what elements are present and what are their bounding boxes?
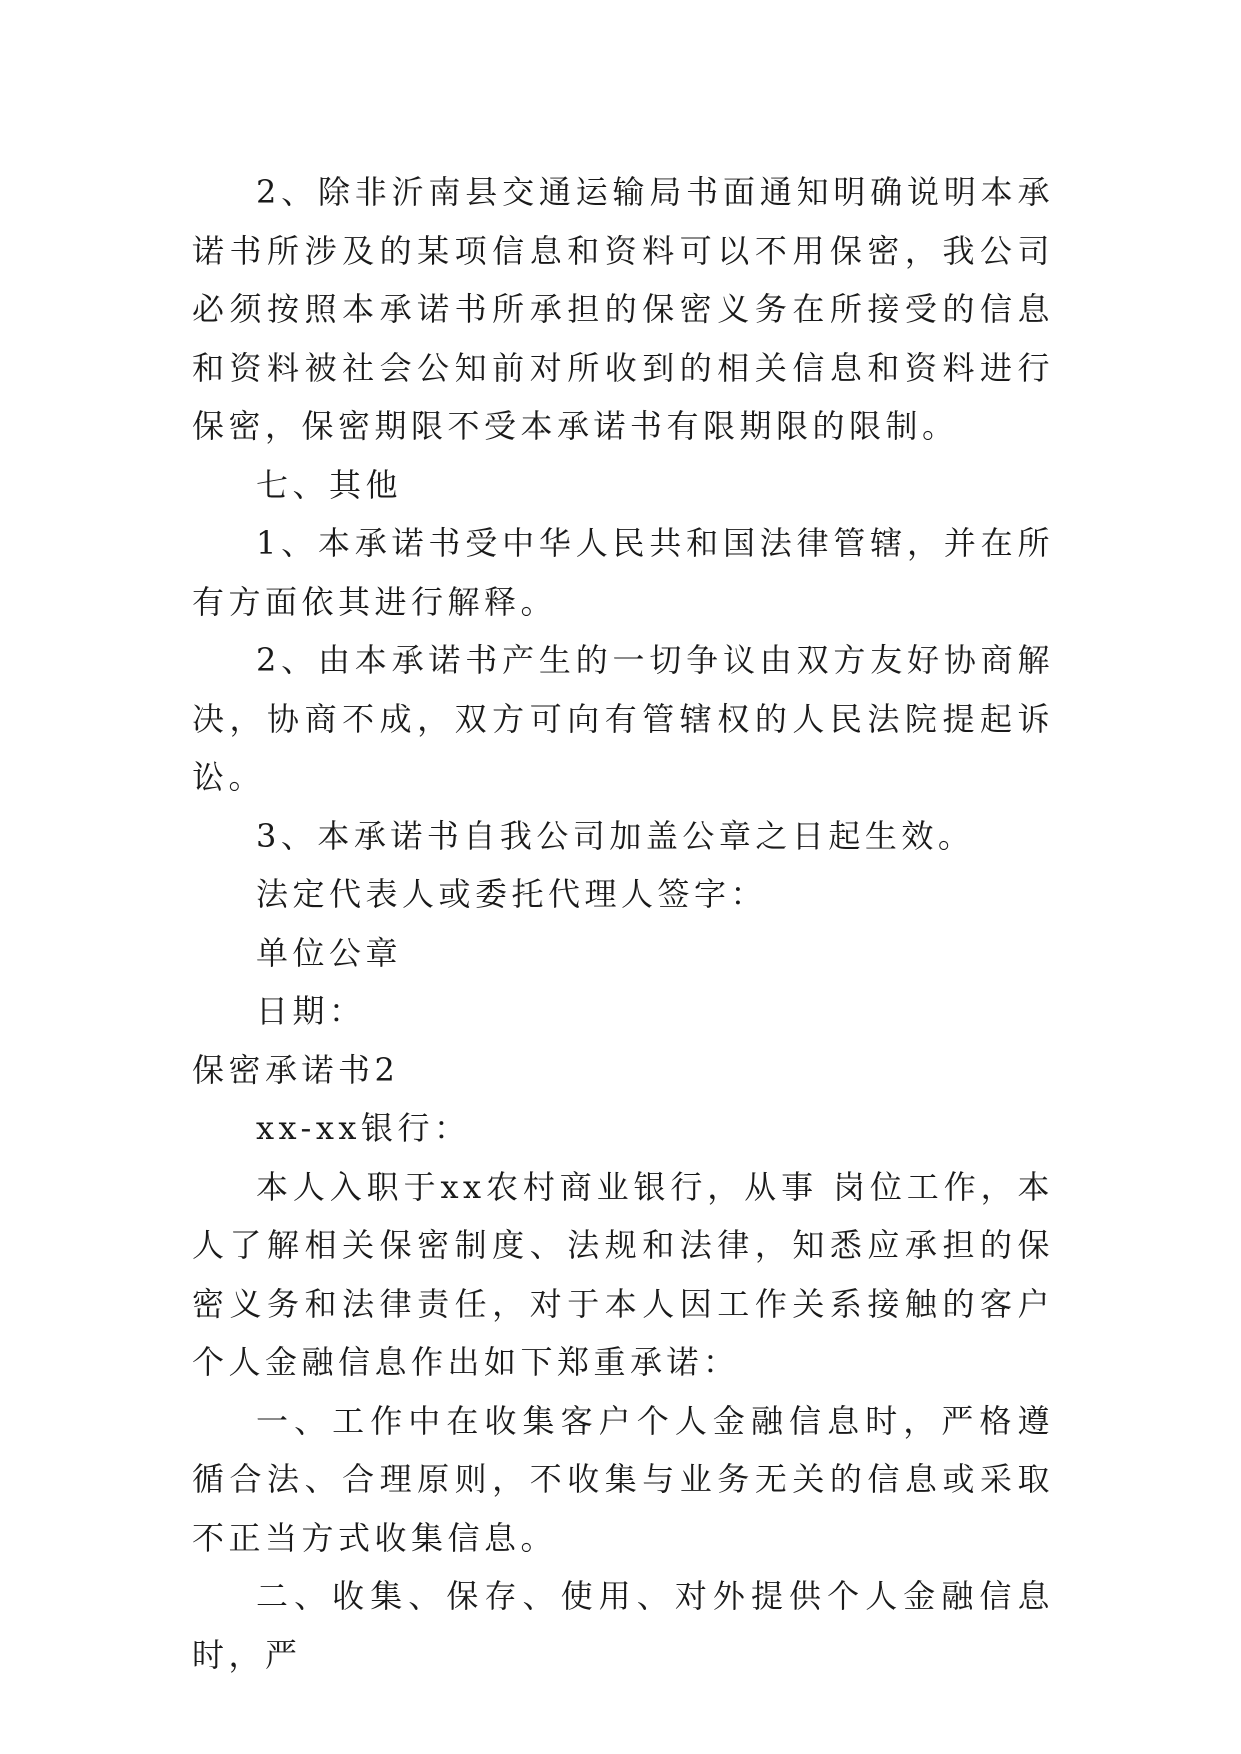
paragraph-confidentiality-clause-2: 2、除非沂南县交通运输局书面通知明确说明本承诺书所涉及的某项信息和资料可以不用保密，我公司必须按照本承诺书所承担的保密义务在所接受的信息和资料被社会公知前对所收到的相关信息和资料进行保密，保密期限不受本承诺书有限期限的限制。 bbox=[192, 173, 1054, 445]
signature-line: 法定代表人或委托代理人签字： bbox=[256, 875, 768, 913]
paragraph-dispute-resolution: 2、由本承诺书产生的一切争议由双方友好协商解决，协商不成，双方可向有管辖权的人民法院提起诉讼。 bbox=[192, 641, 1054, 796]
paragraph-governing-law: 1、本承诺书受中华人民共和国法律管辖，并在所有方面依其进行解释。 bbox=[192, 524, 1054, 621]
addressee-line: xx-xx银行： bbox=[256, 1109, 471, 1147]
section-heading-other: 七、其他 bbox=[256, 465, 403, 504]
document-title-2: 保密承诺书2 bbox=[192, 1050, 400, 1089]
paragraph-commitment-1: 一、工作中在收集客户个人金融信息时，严格遵循合法、合理原则，不收集与业务无关的信息或采取不正当方式收集信息。 bbox=[192, 1401, 1054, 1557]
paragraph-intro-commitment: 本人入职于xx农村商业银行，从事 岗位工作，本人了解相关保密制度、法规和法律，知悉应承担的保密义务和法律责任，对于本人因工作关系接触的客户个人金融信息作出如下郑重承诺： bbox=[192, 1167, 1054, 1381]
document-body bbox=[192, 163, 1054, 1684]
company-seal-line: 单位公章 bbox=[256, 933, 403, 972]
paragraph-commitment-2: 二、收集、保存、使用、对外提供个人金融信息时，严 bbox=[192, 1577, 1054, 1674]
date-line: 日期： bbox=[256, 992, 366, 1030]
paragraph-effective-date: 3、本承诺书自我公司加盖公章之日起生效。 bbox=[256, 816, 975, 855]
